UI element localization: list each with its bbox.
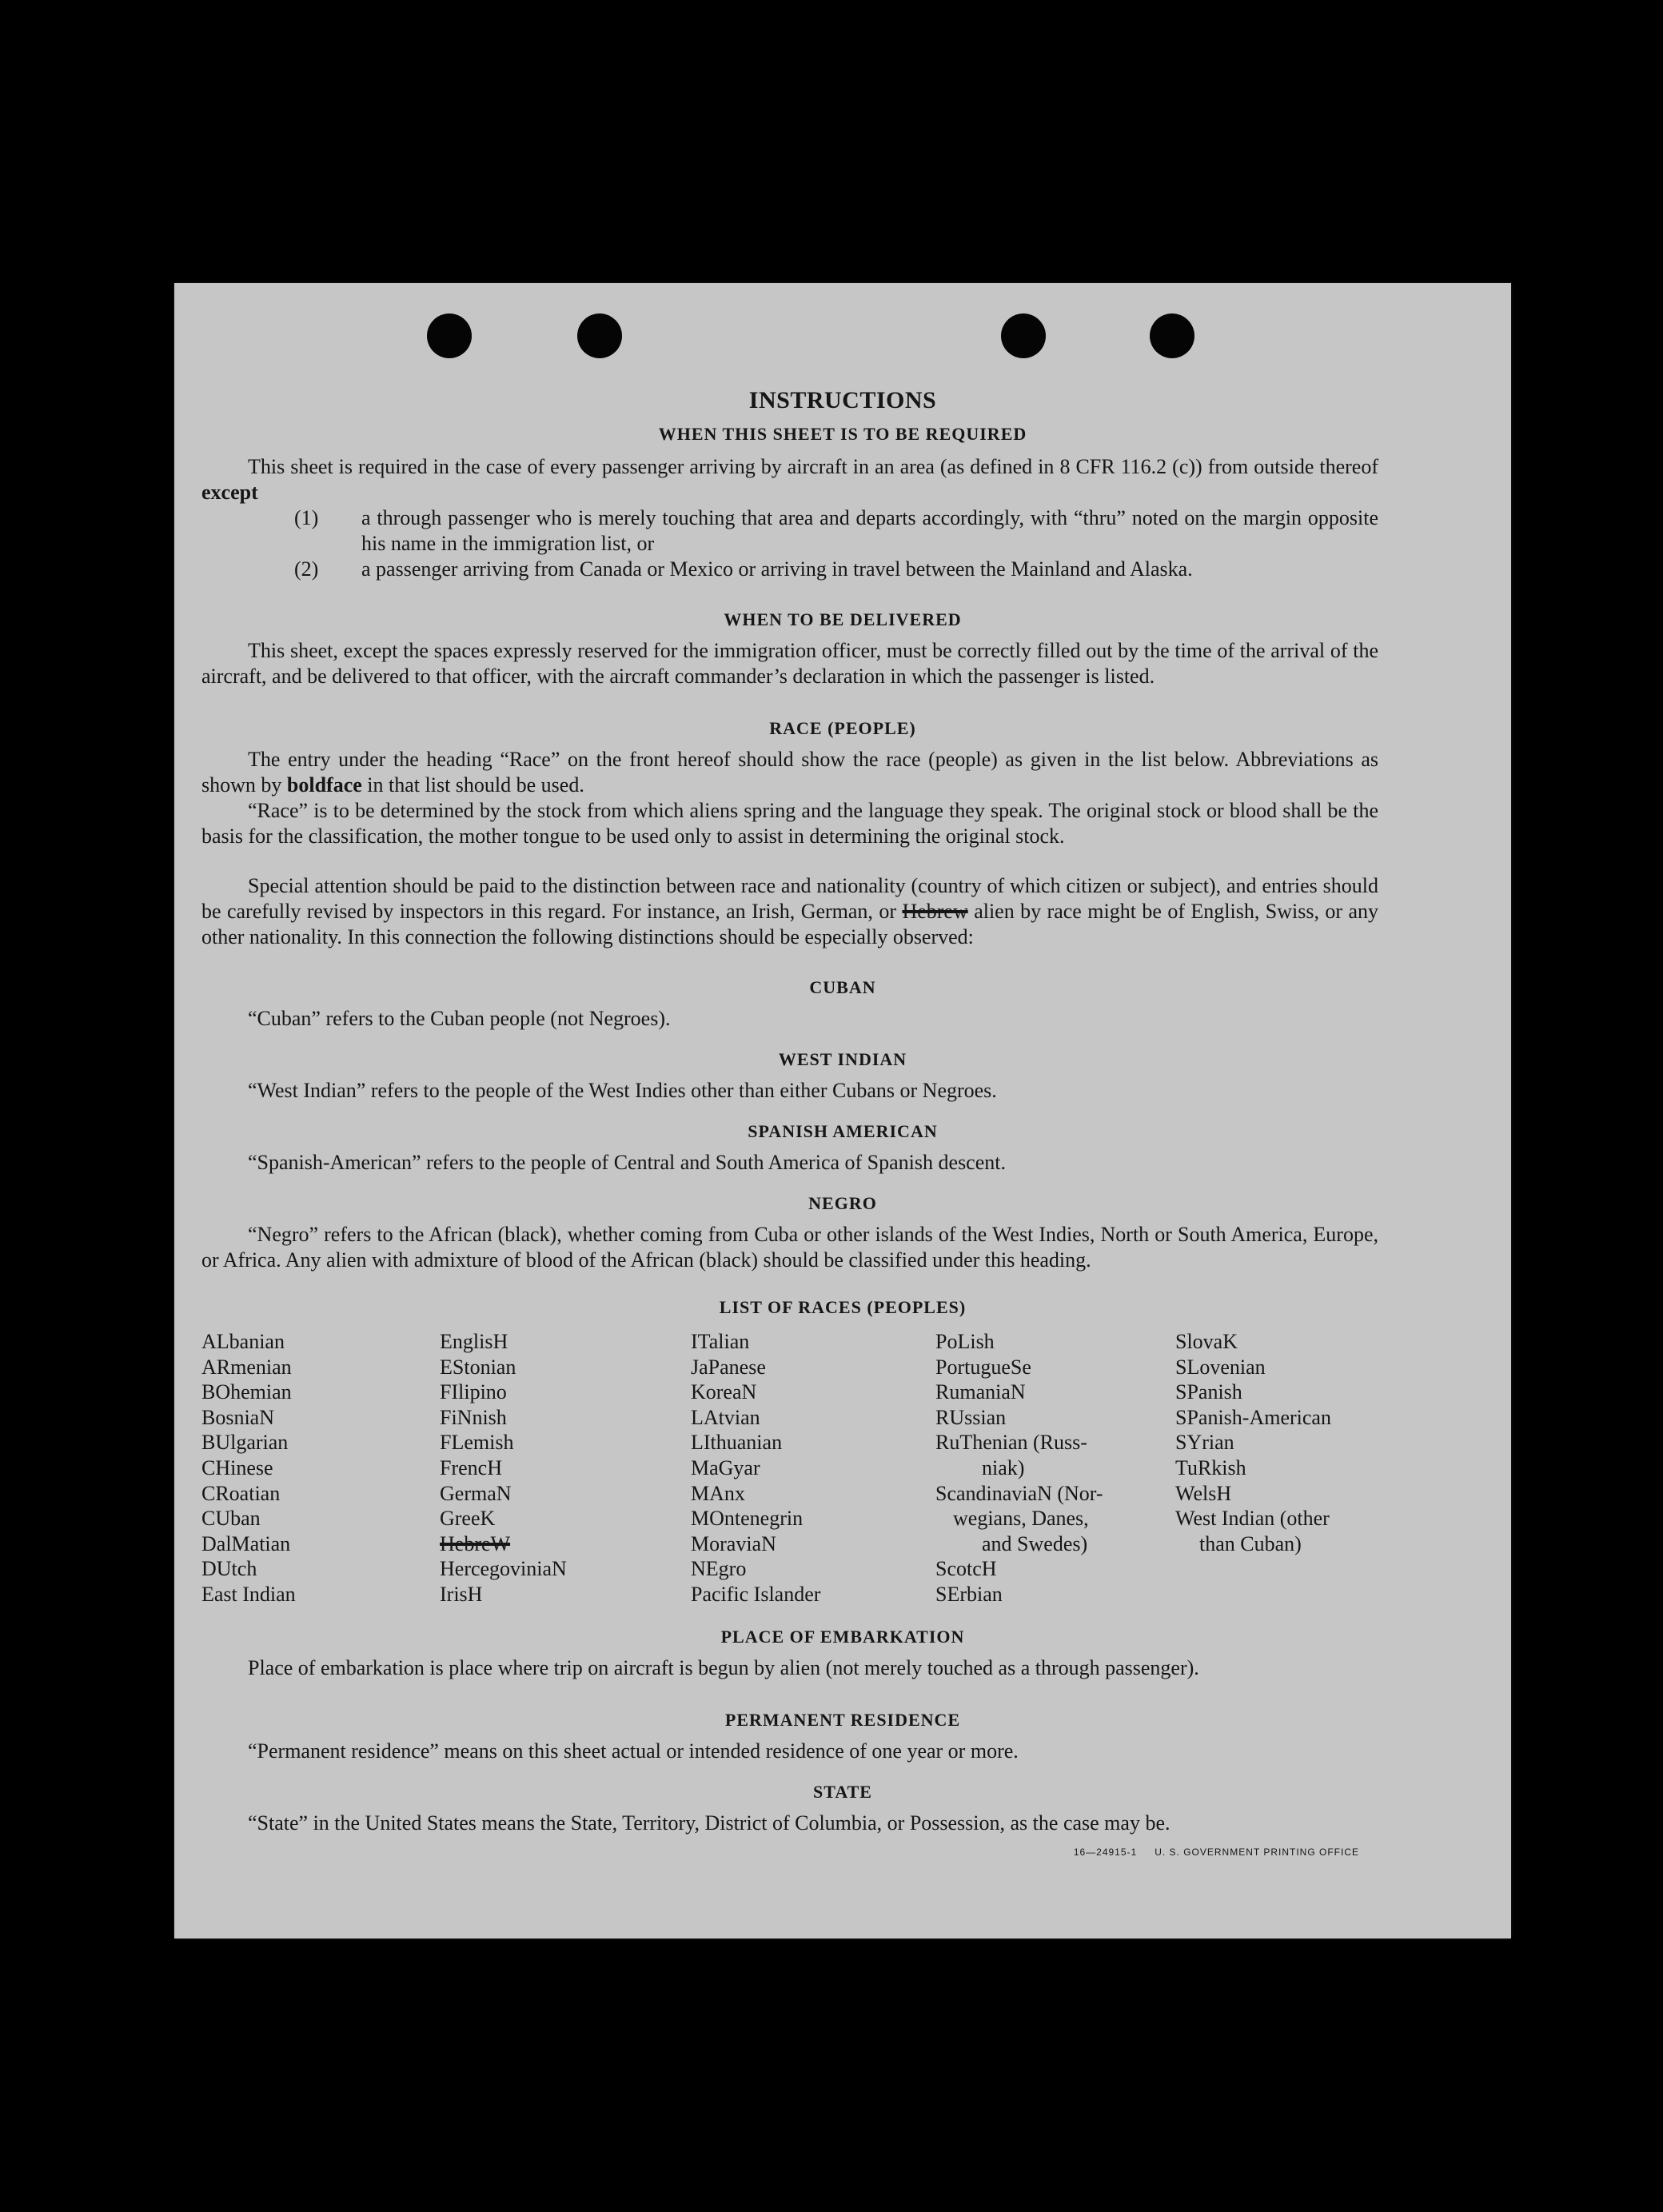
race-entry: MAnx	[691, 1481, 745, 1505]
required-intro: This sheet is required in the case of every passenger arriving by aircraft in an area (as defined in 8 CFR 116.2 (c)) from outside thereof except	[201, 455, 1378, 504]
race-entry: ITalian	[691, 1330, 750, 1353]
race-entry: MaGyar	[691, 1455, 760, 1479]
race-entry-continued: wegians, Danes,	[953, 1507, 1089, 1531]
race-entry: GreeK	[440, 1507, 496, 1531]
punch-hole	[1150, 313, 1194, 358]
race-entry: RuThenian (Russ-	[935, 1431, 1087, 1455]
race-entry: FIlipino	[440, 1380, 507, 1404]
race-entry: SLovenian	[1175, 1355, 1266, 1379]
race-entry: BosniaN	[201, 1405, 274, 1429]
race-entry: GermaN	[440, 1481, 512, 1505]
required-item-2: (2) a passenger arriving from Canada or Mexico or arriving in travel between the Mainland and Alaska.	[294, 557, 1193, 581]
race-entry: PoLish	[935, 1330, 995, 1353]
required-item-1: (1) a through passenger who is merely touching that area and departs accordingly, with “thru” noted on the margin opposite his name in the immigration list, or	[294, 506, 1378, 555]
race-entry: RUssian	[935, 1405, 1007, 1429]
heading-required: WHEN THIS SHEET IS TO BE REQUIRED	[658, 424, 1027, 444]
race-list-column-4	[935, 1329, 1103, 1607]
race-entry: EStonian	[440, 1355, 516, 1379]
race-list-column-5	[1175, 1329, 1331, 1556]
race-entry: KoreaN	[691, 1380, 757, 1404]
race-entry: ARmenian	[201, 1355, 292, 1379]
heading-west-indian: WEST INDIAN	[778, 1049, 907, 1069]
race-entry: TuRkish	[1175, 1455, 1246, 1479]
race-entry: DalMatian	[201, 1531, 291, 1555]
race-entry: SPanish-American	[1175, 1405, 1331, 1429]
delivered-text: This sheet, except the spaces expressly reserved for the immigration officer, must be correctly filled out by the time of the arrival of the aircraft, and be delivered to that officer, with the aircraft commander’s declaration in which the passenger is listed.	[201, 639, 1378, 688]
printer-imprint	[1056, 1847, 1359, 1858]
race-entry: SYrian	[1175, 1431, 1234, 1455]
race-entry: Pacific Islander	[691, 1582, 821, 1606]
heading-delivered: WHEN TO BE DELIVERED	[724, 609, 962, 629]
race-entry: SlovaK	[1175, 1330, 1238, 1353]
race-entry: IrisH	[440, 1582, 483, 1606]
race-list-column-2	[440, 1329, 567, 1607]
heading-cuban: CUBAN	[809, 977, 876, 997]
race-entry: NEgro	[691, 1557, 747, 1581]
race-entry-continued: niak)	[982, 1455, 1025, 1479]
form-number: 16—24915-1	[1073, 1847, 1138, 1858]
race-entry: BUlgarian	[201, 1431, 289, 1455]
race-entry: MOntenegrin	[691, 1507, 804, 1531]
race-entry: CRoatian	[201, 1481, 281, 1505]
punch-hole	[1001, 313, 1046, 358]
race-paragraph-2: “Race” is to be determined by the stock from which aliens spring and the language they speak. The original stock or blood shall be the basis for the classification, the mother tongue to be used only to assist in determining the original stock.	[201, 799, 1378, 848]
race-entry: WelsH	[1175, 1481, 1232, 1505]
race-entry: RumaniaN	[935, 1380, 1026, 1404]
printer-name: U. S. GOVERNMENT PRINTING OFFICE	[1155, 1847, 1359, 1858]
race-entry: EnglisH	[440, 1330, 508, 1353]
instruction-sheet	[174, 283, 1511, 1938]
heading-embarkation: PLACE OF EMBARKATION	[720, 1627, 965, 1647]
race-entry: ScotcH	[935, 1557, 997, 1581]
race-entry: FiNnish	[440, 1405, 507, 1429]
heading-state: STATE	[813, 1782, 872, 1802]
heading-list-of-races: LIST OF RACES (PEOPLES)	[719, 1297, 967, 1317]
race-entry: FLemish	[440, 1431, 514, 1455]
race-entry: DUtch	[201, 1557, 257, 1581]
race-entry: ALbanian	[201, 1330, 285, 1353]
race-entry: JaPanese	[691, 1355, 766, 1379]
negro-text: “Negro” refers to the African (black), whether coming from Cuba or other islands of the West Indies, North or South America, Europe, or Africa. Any alien with admixture of blood of the African (black) should be classified under this heading.	[201, 1223, 1378, 1272]
race-entry: LAtvian	[691, 1405, 760, 1429]
residence-text: “Permanent residence” means on this sheet actual or intended residence of one year or more.	[248, 1739, 1019, 1763]
race-entry: PortugueSe	[935, 1355, 1031, 1379]
race-entry: SErbian	[935, 1582, 1003, 1606]
race-entry: ScandinaviaN (Nor-	[935, 1481, 1103, 1505]
cuban-text: “Cuban” refers to the Cuban people (not Negroes).	[248, 1007, 671, 1030]
punch-hole	[577, 313, 622, 358]
race-entry: LIthuanian	[691, 1431, 783, 1455]
race-entry-continued: than Cuban)	[1199, 1531, 1302, 1555]
race-entry: East Indian	[201, 1582, 296, 1606]
race-list-column-3	[691, 1329, 820, 1607]
race-entry: CUban	[201, 1507, 261, 1531]
race-paragraph-1: The entry under the heading “Race” on the front hereof should show the race (people) as given in the list below. Abbreviations as shown by boldface in that list should be used.	[201, 748, 1378, 797]
race-list-column-1	[201, 1329, 296, 1607]
race-entry-continued: and Swedes)	[982, 1531, 1088, 1555]
heading-race: RACE (PEOPLE)	[769, 718, 916, 738]
heading-residence: PERMANENT RESIDENCE	[724, 1710, 961, 1730]
race-entry: West Indian (other	[1175, 1507, 1330, 1531]
race-entry: HercegoviniaN	[440, 1557, 567, 1581]
race-entry-struck: HebreW	[440, 1531, 511, 1555]
punch-hole	[427, 313, 472, 358]
heading-spanish-american: SPANISH AMERICAN	[748, 1121, 938, 1141]
page-title: INSTRUCTIONS	[748, 387, 937, 413]
heading-negro: NEGRO	[808, 1193, 877, 1213]
race-entry: SPanish	[1175, 1380, 1242, 1404]
embarkation-text: Place of embarkation is place where trip on aircraft is begun by alien (not merely touched as a through passenger).	[248, 1656, 1199, 1679]
race-entry: CHinese	[201, 1455, 273, 1479]
state-text: “State” in the United States means the State, Territory, District of Columbia, or Possession, as the case may be.	[248, 1811, 1170, 1835]
west-indian-text: “West Indian” refers to the people of the West Indies other than either Cubans or Negroes.	[248, 1079, 997, 1102]
race-entry: MoraviaN	[691, 1531, 776, 1555]
race-entry: FrencH	[440, 1455, 502, 1479]
race-paragraph-3: Special attention should be paid to the distinction between race and nationality (country of which citizen or subject), and entries should be carefully revised by inspectors in this regard. For instance, an Irish, German, or Hebrew alien by race might be of English, Swiss, or any other nationality. In this connection the following distinctions should be especially observed:	[201, 874, 1379, 948]
race-entry: BOhemian	[201, 1380, 292, 1404]
spanish-american-text: “Spanish-American” refers to the people of Central and South America of Spanish descent.	[248, 1151, 1006, 1174]
